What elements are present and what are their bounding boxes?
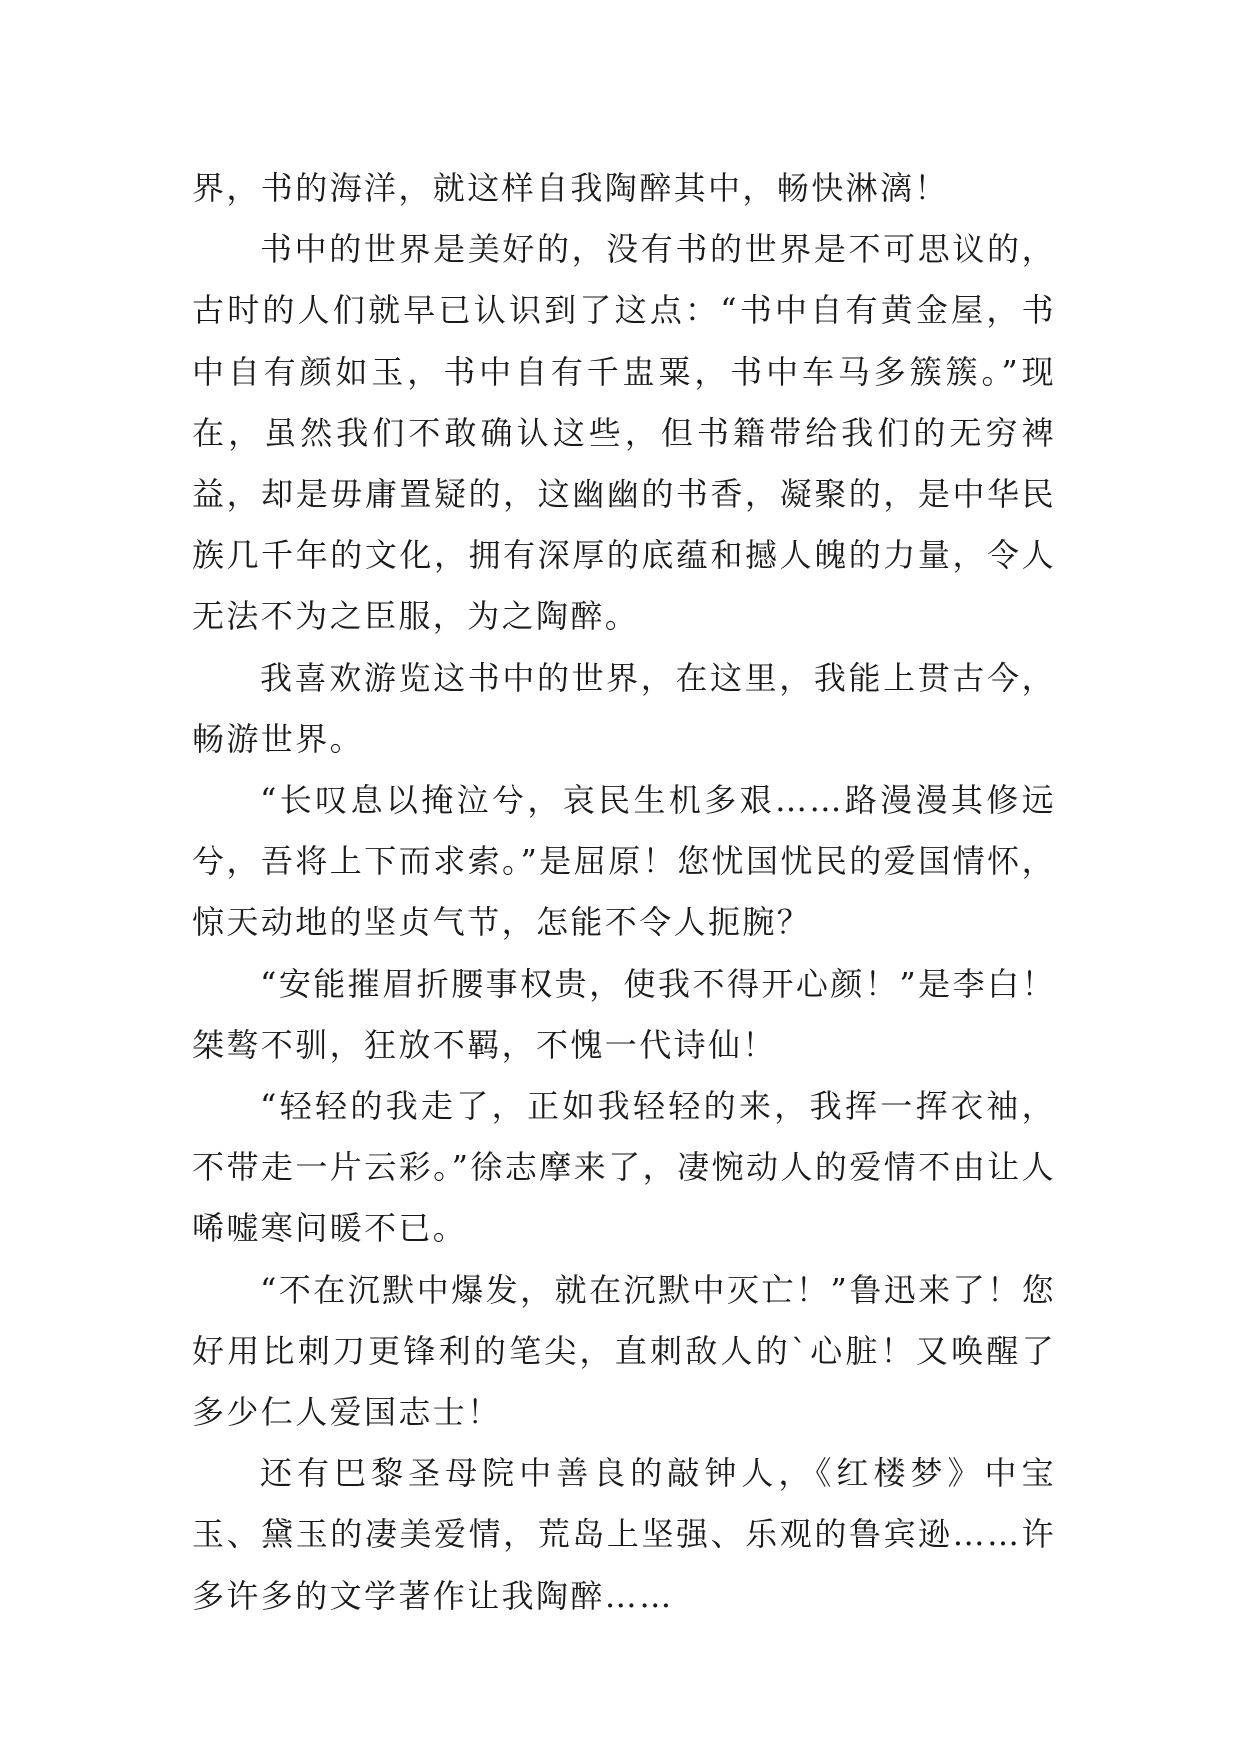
paragraph-1: 界，书的海洋，就这样自我陶醉其中，畅快淋漓！	[192, 169, 949, 207]
paragraph-5: “安能摧眉折腰事权贵，使我不得开心颜！”是李白！桀骜不驯，狂放不羁，不愧一代诗仙！	[192, 964, 1056, 1064]
paragraph-7: “不在沉默中爆发，就在沉默中灭亡！”鲁迅来了！您好用比刺刀更锋利的笔尖，直刺敌人的`心脏！又唤醒了多少仁人爱国志士！	[192, 1270, 1056, 1432]
paragraph-8: 还有巴黎圣母院中善良的敲钟人，《红楼梦》中宝玉、黛玉的凄美爱情，荒岛上坚强、乐观的鲁宾逊……许多许多的文学著作让我陶醉……	[192, 1454, 1056, 1615]
paragraph-3: 我喜欢游览这书中的世界，在这里，我能上贯古今，畅游世界。	[192, 658, 1056, 758]
paragraph-6: “轻轻的我走了，正如我轻轻的来，我挥一挥衣袖，不带走一片云彩。”徐志摩来了，凄惋动人的爱情不由让人唏嘘寒问暖不已。	[192, 1087, 1056, 1248]
body-text	[192, 158, 1056, 1627]
paragraph-4: “长叹息以掩泣兮，哀民生机多艰……路漫漫其修远兮，吾将上下而求索。”是屈原！您忧国忧民的爱国情怀，惊天动地的坚贞气节，怎能不令人扼腕？	[192, 781, 1056, 942]
paragraph-2: 书中的世界是美好的，没有书的世界是不可思议的，古时的人们就早已认识到了这点：“书中自有黄金屋，书中自有颜如玉，书中自有千盅粟，书中车马多簇簇。”现在，虽然我们不敢确认这些，但书籍带给我们的无穷裨益，却是毋庸置疑的，这幽幽的书香，凝聚的，是中华民族几千年的文化，拥有深厚的底蕴和撼人魄的力量，令人无法不为之臣服，为之陶醉。	[192, 230, 1056, 636]
